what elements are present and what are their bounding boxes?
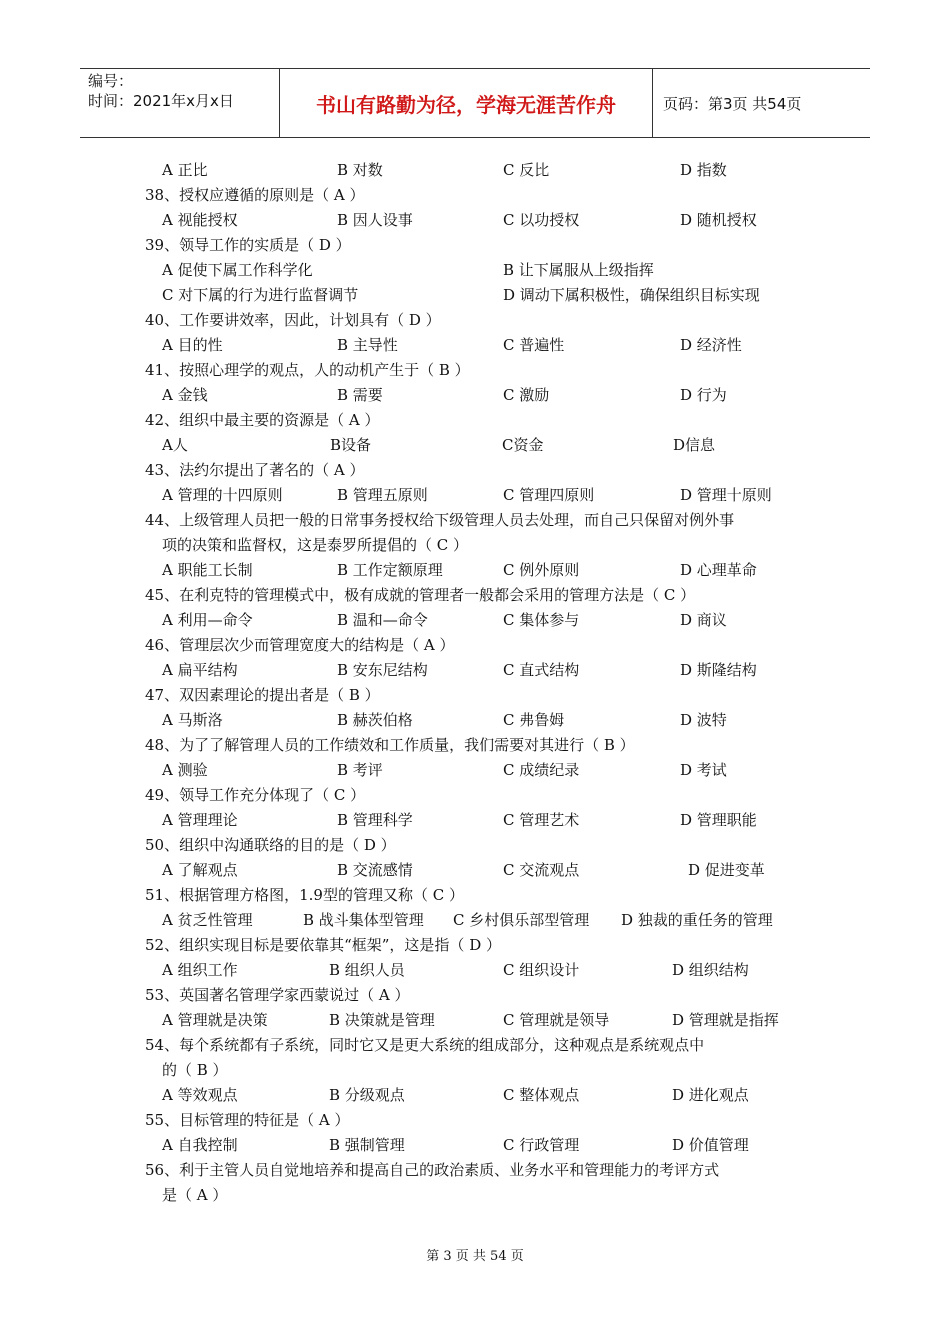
option-c: C 管理四原则 — [503, 486, 595, 504]
option-a: A 金钱 — [162, 386, 208, 404]
question-text-continued: 的（ B ） — [162, 1061, 228, 1079]
option-b: B 强制管理 — [329, 1136, 405, 1154]
question-text: 42、组织中最主要的资源是（ A ） — [145, 411, 380, 429]
option-d: D 促进变革 — [688, 861, 765, 879]
question-text: 54、每个系统都有子系统，同时它又是更大系统的组成部分，这种观点是系统观点中 — [145, 1036, 705, 1054]
question-text: 53、英国著名管理学家西蒙说过（ A ） — [145, 986, 410, 1004]
option-b: B设备 — [330, 436, 372, 454]
options-row — [0, 258, 950, 283]
option-b: B 组织人员 — [329, 961, 405, 979]
page-header — [80, 68, 870, 138]
header-number-label: 编号： — [88, 72, 134, 90]
header-page-label: 页码：第3页 共54页 — [663, 94, 802, 113]
option-a: A 管理就是决策 — [162, 1011, 268, 1029]
option-c: C 组织设计 — [503, 961, 580, 979]
option-a: A 测验 — [162, 761, 208, 779]
option-d: D 随机授权 — [680, 211, 757, 229]
options-row — [0, 958, 950, 983]
option-b: B 主导性 — [337, 336, 398, 354]
option-c: C 以功授权 — [503, 211, 580, 229]
header-meta — [80, 69, 280, 137]
question-list — [0, 158, 950, 1208]
option-a: A 目的性 — [162, 336, 223, 354]
question-text: 38、授权应遵循的原则是（ A ） — [145, 186, 365, 204]
option-d: D 经济性 — [680, 336, 742, 354]
option-d: D 指数 — [680, 161, 727, 179]
option-a: A 正比 — [162, 161, 208, 179]
option-b: B 分级观点 — [329, 1086, 405, 1104]
question-text: 49、领导工作充分体现了（ C ） — [145, 786, 366, 804]
option-c: C 乡村俱乐部型管理 — [453, 911, 590, 929]
option-a: A 促使下属工作科学化 — [162, 261, 313, 279]
option-a: A 贫乏性管理 — [162, 911, 253, 929]
option-a: A 利用—命令 — [162, 611, 253, 629]
option-b: B 考评 — [337, 761, 383, 779]
question-text: 43、法约尔提出了著名的（ A ） — [145, 461, 365, 479]
option-b: B 对数 — [337, 161, 383, 179]
option-c: C 成绩纪录 — [503, 761, 580, 779]
question-text: 51、根据管理方格图，1.9型的管理又称（ C ） — [145, 886, 464, 904]
options-row — [0, 483, 950, 508]
options-row — [0, 383, 950, 408]
question-text: 50、组织中沟通联络的目的是（ D ） — [145, 836, 396, 854]
options-row — [0, 283, 950, 308]
option-b: B 工作定额原理 — [337, 561, 443, 579]
question-text: 44、上级管理人员把一般的日常事务授权给下级管理人员去处理，而自己只保留对例外事 — [145, 511, 735, 529]
option-b: B 温和—命令 — [337, 611, 428, 629]
option-d: D 行为 — [680, 386, 727, 404]
option-b: B 交流感情 — [337, 861, 413, 879]
option-d: D 商议 — [680, 611, 727, 629]
option-c: C 管理就是领导 — [503, 1011, 610, 1029]
option-b: B 管理五原则 — [337, 486, 428, 504]
option-d: D 调动下属积极性，确保组织目标实现 — [503, 286, 760, 304]
options-row — [0, 808, 950, 833]
option-a: A 马斯洛 — [162, 711, 223, 729]
option-c: C 反比 — [503, 161, 550, 179]
option-c: C 激励 — [503, 386, 550, 404]
option-a: A 管理理论 — [162, 811, 238, 829]
options-row — [0, 1133, 950, 1158]
options-row — [0, 1008, 950, 1033]
options-row — [0, 208, 950, 233]
option-d: D 管理就是指挥 — [672, 1011, 779, 1029]
question-text: 45、在利克特的管理模式中，极有成就的管理者一般都会采用的管理方法是（ C ） — [145, 586, 696, 604]
options-row — [0, 158, 950, 183]
option-a: A 等效观点 — [162, 1086, 238, 1104]
option-c: C 例外原则 — [503, 561, 580, 579]
option-d: D 考试 — [680, 761, 727, 779]
option-a: A 组织工作 — [162, 961, 238, 979]
option-c: C 集体参与 — [503, 611, 580, 629]
options-row — [0, 908, 950, 933]
option-d: D 价值管理 — [672, 1136, 749, 1154]
option-a: A 职能工长制 — [162, 561, 253, 579]
options-row — [0, 658, 950, 683]
question-text-continued: 项的决策和监督权，这是泰罗所提倡的（ C ） — [162, 536, 469, 554]
question-text: 55、目标管理的特征是（ A ） — [145, 1111, 350, 1129]
option-d: D 独裁的重任务的管理 — [621, 911, 773, 929]
option-c: C 普遍性 — [503, 336, 565, 354]
option-b: B 需要 — [337, 386, 383, 404]
question-text: 46、管理层次少而管理宽度大的结构是（ A ） — [145, 636, 455, 654]
question-text: 41、按照心理学的观点，人的动机产生于（ B ） — [145, 361, 470, 379]
question-text: 56、利于主管人员自觉地培养和提高自己的政治素质、业务水平和管理能力的考评方式 — [145, 1161, 720, 1179]
option-b: B 让下属服从上级指挥 — [503, 261, 654, 279]
question-text: 39、领导工作的实质是（ D ） — [145, 236, 351, 254]
option-d: D 组织结构 — [672, 961, 749, 979]
option-c: C 对下属的行为进行监督调节 — [162, 286, 359, 304]
option-a: A 扁平结构 — [162, 661, 238, 679]
question-text: 40、工作要讲效率，因此，计划具有（ D ） — [145, 311, 441, 329]
options-row — [0, 758, 950, 783]
option-c: C资金 — [502, 436, 544, 454]
option-b: B 战斗集体型管理 — [303, 911, 424, 929]
option-d: D信息 — [673, 436, 716, 454]
option-c: C 管理艺术 — [503, 811, 580, 829]
option-d: D 心理革命 — [680, 561, 757, 579]
header-time-label: 时间：2021年x月x日 — [88, 92, 234, 110]
option-c: C 弗鲁姆 — [503, 711, 565, 729]
options-row — [0, 433, 950, 458]
option-a: A 了解观点 — [162, 861, 238, 879]
options-row — [0, 858, 950, 883]
option-c: C 整体观点 — [503, 1086, 580, 1104]
question-text: 52、组织实现目标是要依靠其“框架”，这是指（ D ） — [145, 936, 501, 954]
option-d: D 管理十原则 — [680, 486, 772, 504]
option-b: B 赫茨伯格 — [337, 711, 413, 729]
options-row — [0, 708, 950, 733]
option-a: A 视能授权 — [162, 211, 238, 229]
option-a: A人 — [162, 436, 188, 454]
question-text: 48、为了了解管理人员的工作绩效和工作质量，我们需要对其进行（ B ） — [145, 736, 635, 754]
option-c: C 行政管理 — [503, 1136, 580, 1154]
question-text: 47、双因素理论的提出者是（ B ） — [145, 686, 380, 704]
option-c: C 交流观点 — [503, 861, 580, 879]
option-d: D 进化观点 — [672, 1086, 749, 1104]
option-b: B 管理科学 — [337, 811, 413, 829]
option-d: D 管理职能 — [680, 811, 757, 829]
options-row — [0, 558, 950, 583]
option-b: B 决策就是管理 — [329, 1011, 435, 1029]
options-row — [0, 608, 950, 633]
option-a: A 管理的十四原则 — [162, 486, 283, 504]
option-d: D 斯隆结构 — [680, 661, 757, 679]
option-d: D 波特 — [680, 711, 727, 729]
option-b: B 因人设事 — [337, 211, 413, 229]
page-footer: 第 3 页 共 54 页 — [426, 1249, 524, 1264]
option-c: C 直式结构 — [503, 661, 580, 679]
option-b: B 安东尼结构 — [337, 661, 428, 679]
question-text-continued: 是（ A ） — [162, 1186, 228, 1204]
option-a: A 自我控制 — [162, 1136, 238, 1154]
options-row — [0, 333, 950, 358]
options-row — [0, 1083, 950, 1108]
header-motto: 书山有路勤为径，学海无涯苦作舟 — [280, 69, 653, 137]
